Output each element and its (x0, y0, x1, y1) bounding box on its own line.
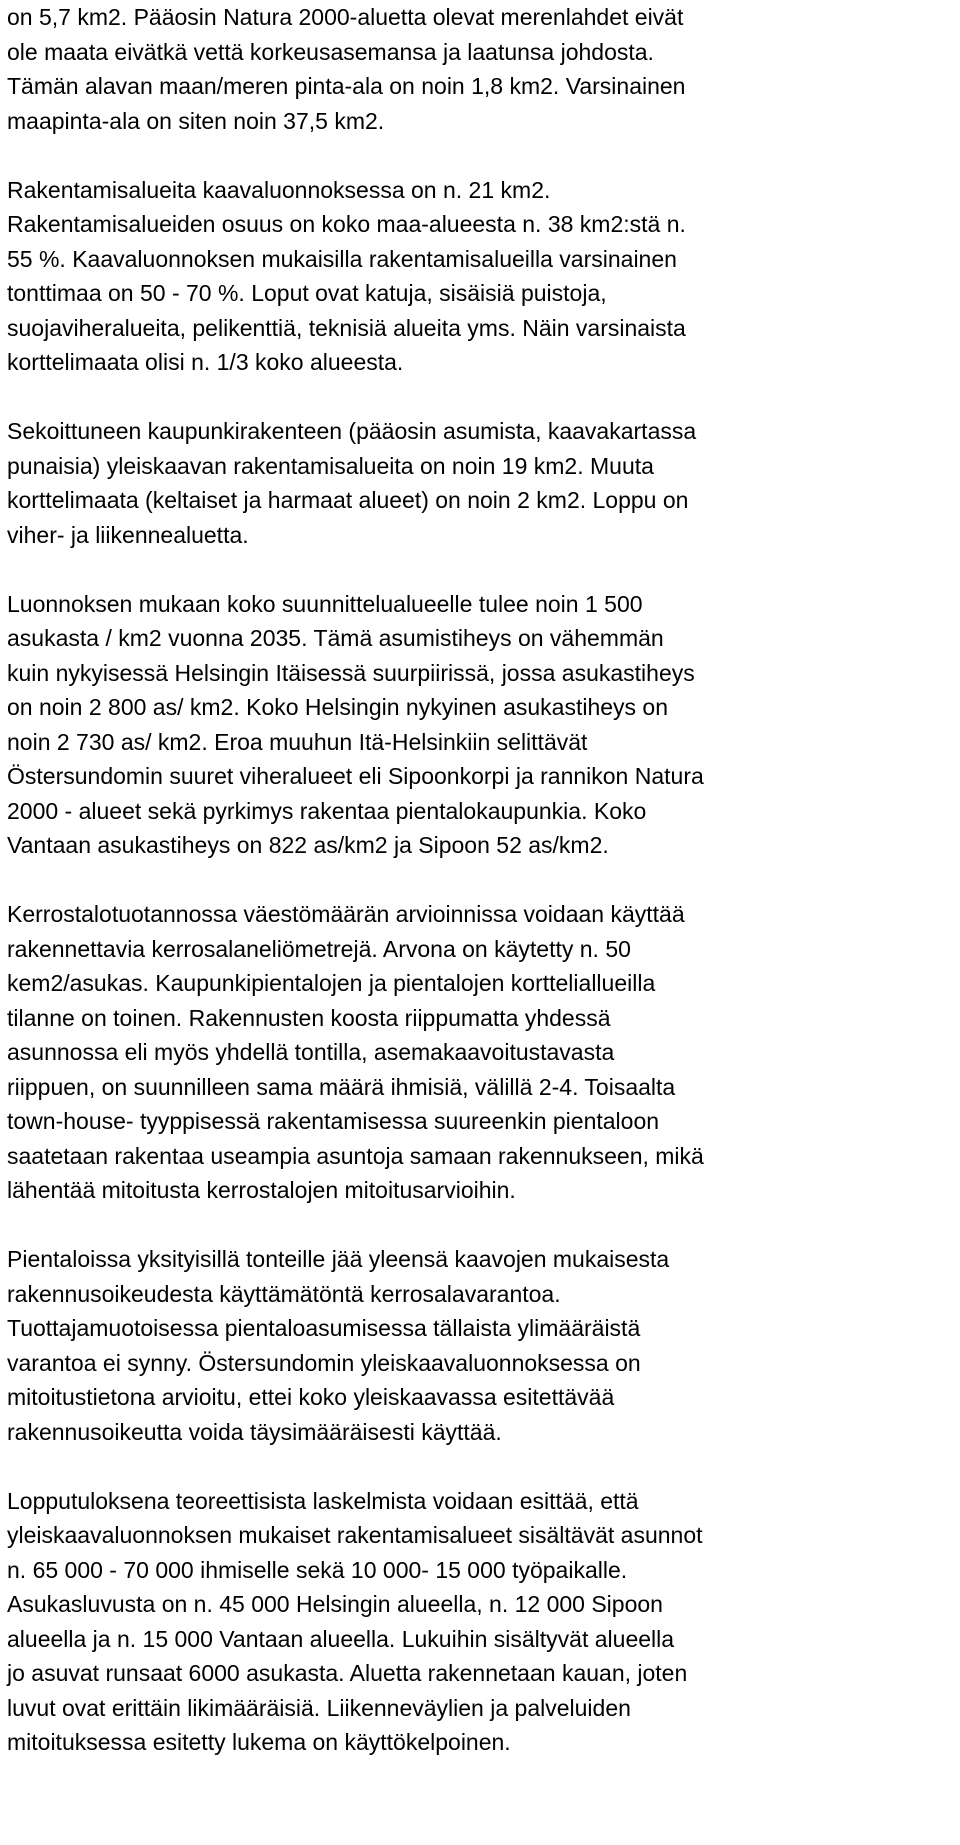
text-line: mitoitustietona arvioitu, ettei koko yleiskaavassa esitettävää (7, 1384, 615, 1410)
paragraph-gap (7, 863, 944, 898)
text-line: rakennusoikeudesta käyttämätöntä kerrosalavarantoa. (7, 1280, 561, 1307)
text-line: Rakentamisalueiden osuus on koko maa-alueesta n. 38 km2:stä n. (7, 211, 686, 237)
text-line: varantoa ei synny. Östersundomin yleiskaavaluonnoksessa on (7, 1349, 641, 1376)
paragraph-building-areas (7, 173, 944, 380)
paragraph-land-area (7, 0, 944, 138)
text-line: tilanne on toinen. Rakennusten koosta riippumatta yhdessä (7, 1004, 611, 1031)
text-line: suojaviheralueita, pelikenttiä, teknisiä alueita yms. Näin varsinaista (7, 314, 686, 341)
text-line: ole maata eivätkä vettä korkeusasemansa ja laatunsa johdosta. (7, 38, 654, 65)
text-line: mitoituksessa esitetty lukema on käyttökelpoinen. (7, 1729, 511, 1755)
text-line: kuin nykyisessä Helsingin Itäisessä suurpiirissä, jossa asukastiheys (7, 659, 695, 686)
paragraph-apartment-production (7, 897, 944, 1208)
text-line: kem2/asukas. Kaupunkipientalojen ja pientalojen kortteliallueilla (7, 970, 656, 996)
text-line: luvut ovat erittäin likimääräisiä. Liikenneväylien ja palveluiden (7, 1694, 631, 1721)
text-line: on noin 2 800 as/ km2. Koko Helsingin nykyinen asukastiheys on (7, 694, 669, 720)
text-line: lähentää mitoitusta kerrostalojen mitoitusarvioihin. (7, 1177, 516, 1203)
text-line: saatetaan rakentaa useampia asuntoja samaan rakennukseen, mikä (7, 1142, 704, 1169)
text-line: noin 2 730 as/ km2. Eroa muuhun Itä-Helsinkiin selittävät (7, 728, 588, 755)
paragraph-gap (7, 552, 944, 587)
text-line: Kerrostalotuotannossa väestömäärän arvioinnissa voidaan käyttää (7, 901, 685, 927)
text-line: riippuen, on suunnilleen sama määrä ihmisiä, välillä 2-4. Toisaalta (7, 1073, 676, 1100)
text-line: 2000 - alueet sekä pyrkimys rakentaa pientalokaupunkia. Koko (7, 797, 647, 824)
paragraph-gap (7, 1449, 944, 1484)
text-line: tonttimaa on 50 - 70 %. Loput ovat katuja, sisäisiä puistoja, (7, 280, 607, 306)
paragraph-gap (7, 380, 944, 415)
text-line: jo asuvat runsaat 6000 asukasta. Aluetta rakennetaan kauan, joten (7, 1660, 688, 1686)
text-line: Luonnoksen mukaan koko suunnittelualueelle tulee noin 1 500 (7, 590, 643, 617)
text-line: asunnossa eli myös yhdellä tontilla, asemakaavoitustavasta (7, 1039, 615, 1065)
text-line: Tämän alavan maan/meren pinta-ala on noin 1,8 km2. Varsinainen (7, 73, 686, 99)
text-line: on 5,7 km2. Pääosin Natura 2000-aluetta olevat merenlahdet eivät (7, 4, 684, 30)
text-line: viher- ja liikennealuetta. (7, 521, 249, 548)
paragraph-gap (7, 1208, 944, 1243)
text-line: Rakentamisalueita kaavaluonnoksessa on n. 21 km2. (7, 176, 551, 203)
text-line: rakennusoikeutta voida täysimääräisesti käyttää. (7, 1418, 502, 1445)
text-line: Sekoittuneen kaupunkirakenteen (pääosin asumista, kaavakartassa (7, 418, 697, 444)
text-line: punaisia) yleiskaavan rakentamisalueita on noin 19 km2. Muuta (7, 452, 654, 479)
text-line: Lopputuloksena teoreettisista laskelmista voidaan esittää, että (7, 1487, 639, 1514)
text-line: n. 65 000 - 70 000 ihmiselle sekä 10 000- 15 000 työpaikalle. (7, 1556, 628, 1583)
text-line: Pientaloissa yksityisillä tonteille jää yleensä kaavojen mukaisesta (7, 1246, 670, 1272)
text-line: yleiskaavaluonnoksen mukaiset rakentamisalueet sisältävät asunnot (7, 1522, 703, 1548)
paragraph-detached-houses (7, 1242, 944, 1449)
text-line: 55 %. Kaavaluonnoksen mukaisilla rakentamisalueilla varsinainen (7, 245, 677, 272)
text-line: Östersundomin suuret viheralueet eli Sipoonkorpi ja rannikon Natura (7, 763, 704, 789)
text-line: Tuottajamuotoisessa pientaloasumisessa tällaista ylimääräistä (7, 1315, 641, 1341)
text-line: Vantaan asukastiheys on 822 as/km2 ja Sipoon 52 as/km2. (7, 832, 609, 858)
paragraph-population-density (7, 587, 944, 863)
text-line: alueella ja n. 15 000 Vantaan alueella. Lukuihin sisältyvät alueella (7, 1625, 675, 1652)
text-line: asukasta / km2 vuonna 2035. Tämä asumistiheys on vähemmän (7, 625, 664, 651)
text-line: korttelimaata olisi n. 1/3 koko alueesta. (7, 349, 404, 375)
text-line: town-house- tyyppisessä rakentamisessa suureenkin pientaloon (7, 1108, 660, 1134)
text-line: maapinta-ala on siten noin 37,5 km2. (7, 107, 385, 134)
text-line: rakennettavia kerrosalaneliömetrejä. Arvona on käytetty n. 50 (7, 935, 631, 962)
text-line: korttelimaata (keltaiset ja harmaat alueet) on noin 2 km2. Loppu on (7, 487, 689, 513)
text-line: Asukasluvusta on n. 45 000 Helsingin alueella, n. 12 000 Sipoon (7, 1591, 663, 1617)
paragraph-conclusion (7, 1484, 944, 1760)
paragraph-gap (7, 138, 944, 173)
paragraph-mixed-urban-structure (7, 414, 944, 552)
